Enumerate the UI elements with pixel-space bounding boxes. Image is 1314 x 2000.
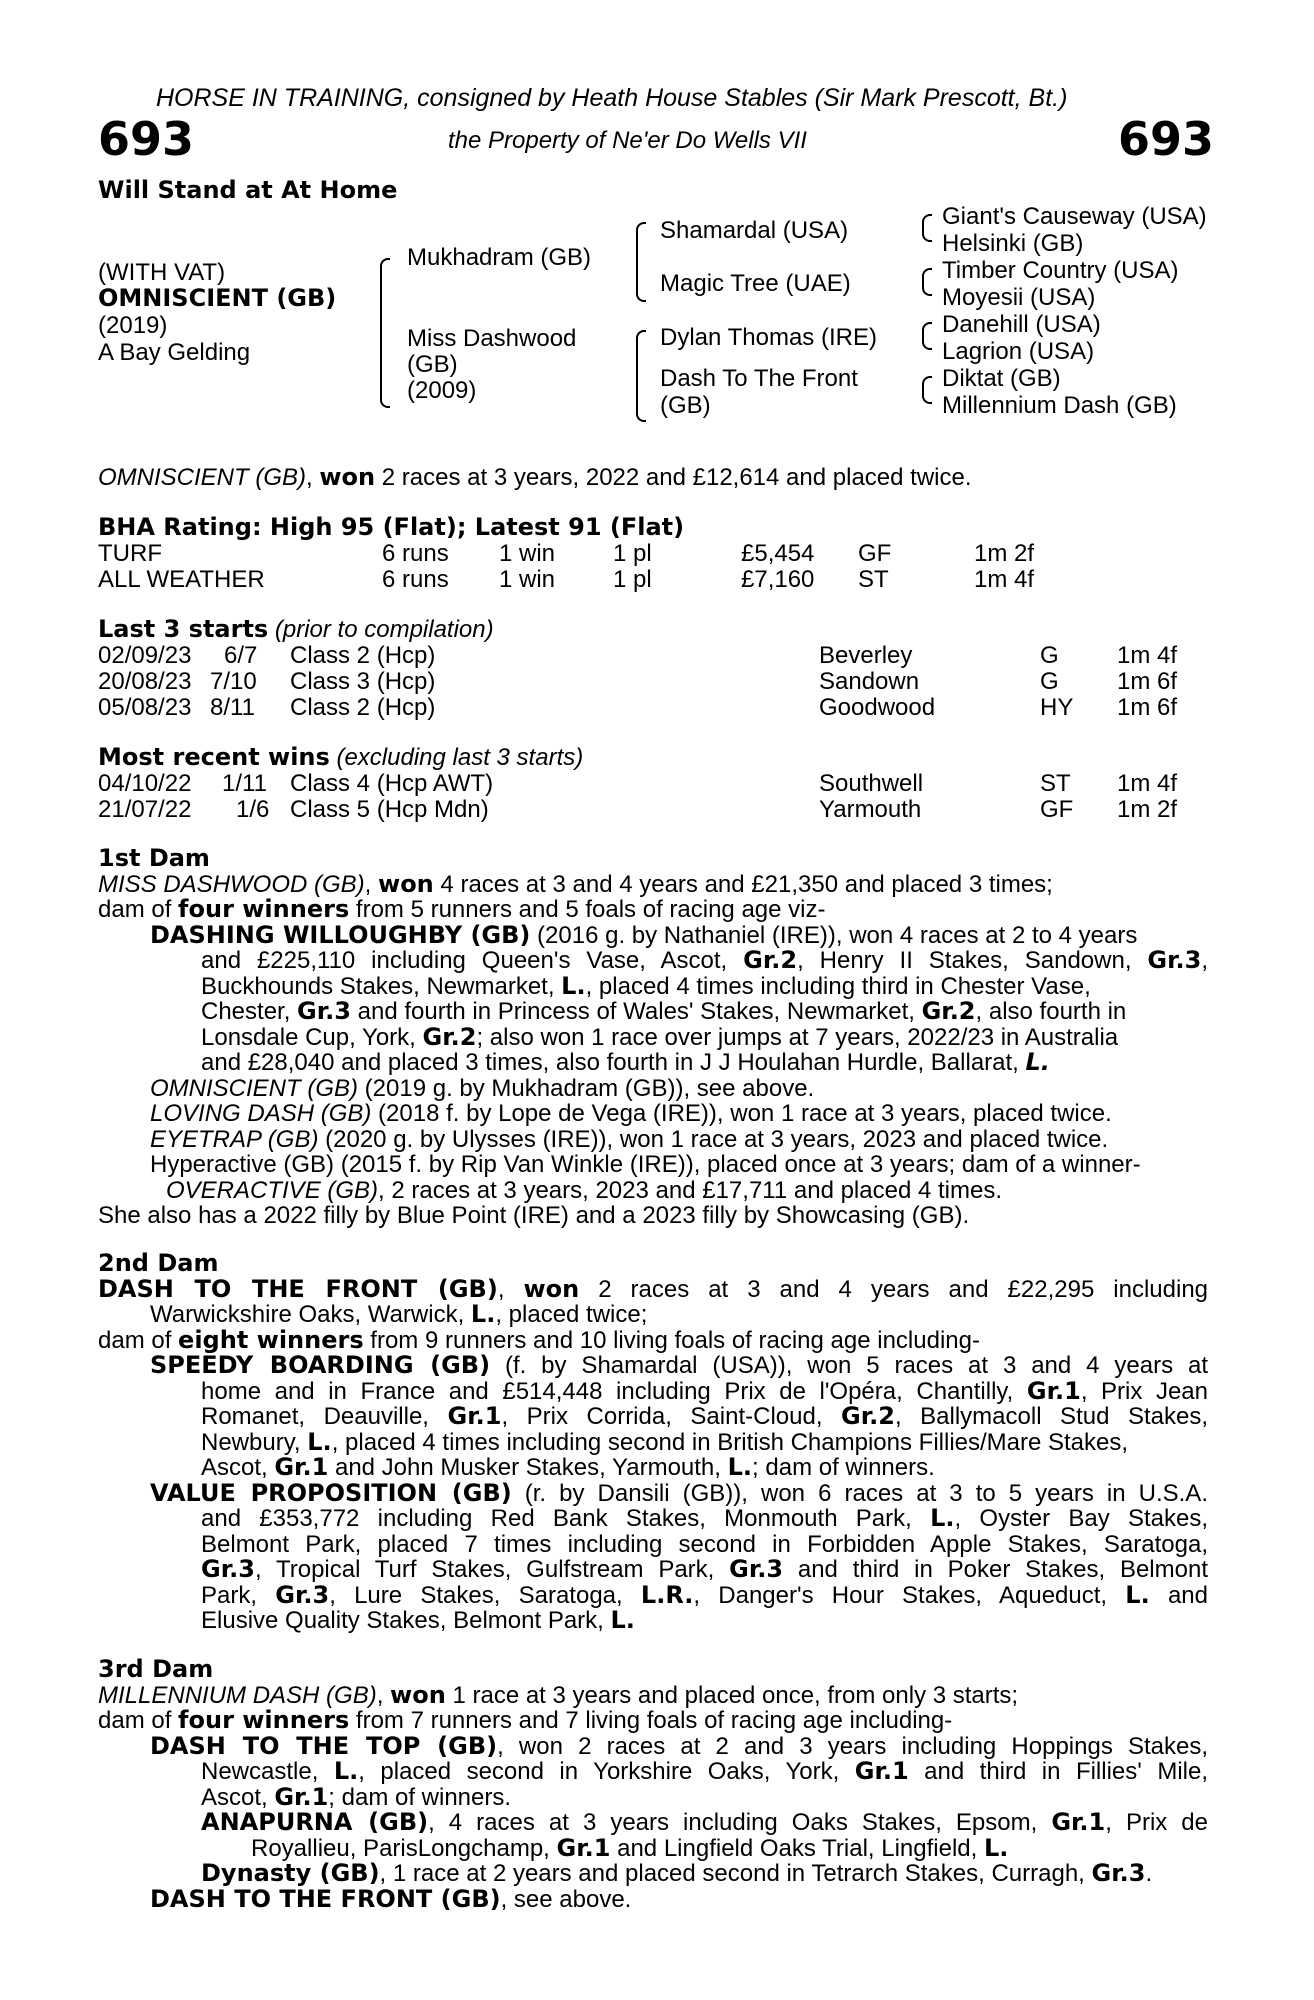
pedigree-dam-line2: (GB) (407, 351, 458, 378)
horse-name: OMNISCIENT (GB) (98, 284, 337, 312)
race-summary: OMNISCIENT (GB), won 2 races at 3 years, 2022 and £12,614 and placed twice. (98, 463, 972, 491)
second-dam-section (98, 1251, 1208, 1634)
produce-line: Newcastle, L., placed second in Yorkshire Oaks, York, Gr.1 and third in Fillies' Mile, (201, 1757, 1208, 1785)
produce-line: Chester, Gr.3 and fourth in Princess of Wales' Stakes, Newmarket, Gr.2, also fourth in (201, 997, 1127, 1025)
lot-number-right: 693 (1118, 112, 1215, 166)
pedigree-dam-dam-line1: Dash To The Front (660, 365, 858, 392)
pedigree-sire-sire: Shamardal (USA) (660, 217, 849, 244)
second-dam-line: Warwickshire Oaks, Warwick, L., placed twice; (150, 1300, 648, 1328)
pedigree-brace-3c (922, 322, 932, 350)
produce-line: Buckhounds Stakes, Newmarket, L., placed 4 times including third in Chester Vase, (201, 971, 1091, 1000)
produce-line: Ascot, Gr.1 and John Musker Stakes, Yarmouth, L.; dam of winners. (201, 1453, 935, 1481)
produce-line: home and in France and £514,448 including Prix de l'Opéra, Chantilly, Gr.1, Prix Jean (201, 1376, 1208, 1405)
pedigree-gg-5: Danehill (USA) (942, 311, 1101, 338)
produce-line: Ascot, Gr.1; dam of winners. (201, 1782, 512, 1811)
produce-line: VALUE PROPOSITION (GB) (r. by Dansili (GB)), won 6 races at 3 to 5 years in U.S.A. (150, 1478, 1208, 1507)
pedigree-dam-sire: Dylan Thomas (IRE) (660, 324, 877, 351)
pedigree-gg-8: Millennium Dash (GB) (942, 392, 1177, 419)
produce-line: DASH TO THE TOP (GB), won 2 races at 2 and 3 years including Hoppings Stakes, (150, 1731, 1208, 1760)
produce-line: LOVING DASH (GB) (2018 f. by Lope de Vega (IRE)), won 1 race at 3 years, placed twice. (150, 1100, 1112, 1127)
produce-line: EYETRAP (GB) (2020 g. by Ulysses (IRE)), won 1 race at 3 years, 2023 and placed twice. (150, 1125, 1109, 1153)
second-dam-line: DASH TO THE FRONT (GB), won 2 races at 3 and 4 years and £22,295 including (98, 1274, 1209, 1303)
first-dam-also: She also has a 2022 filly by Blue Point (IRE) and a 2023 filly by Showcasing (GB). (98, 1202, 970, 1229)
last3-title: Last 3 starts (prior to compilation) (98, 615, 494, 643)
vat-label: (WITH VAT) (98, 259, 226, 286)
produce-line: DASHING WILLOUGHBY (GB) (2016 g. by Nathaniel (IRE)), won 4 races at 2 to 4 years (150, 920, 1138, 949)
produce-line: and £225,110 including Queen's Vase, Ascot, Gr.2, Henry II Stakes, Sandown, Gr.3, (201, 946, 1208, 974)
produce-line: Newbury, L., placed 4 times including second in British Champions Fillies/Mare Stakes, (201, 1427, 1129, 1456)
third-dam-heading: 3rd Dam (98, 1655, 214, 1683)
stand-line: Will Stand at At Home (98, 176, 398, 204)
produce-line: SPEEDY BOARDING (GB) (f. by Shamardal (USA)), won 5 races at 3 and 4 years at (150, 1351, 1208, 1379)
pedigree-sire-dam: Magic Tree (UAE) (660, 270, 851, 297)
third-dam-line: dam of four winners from 7 runners and 7 living foals of racing age including- (98, 1706, 953, 1734)
pedigree-dam-line3: (2009) (407, 377, 477, 404)
produce-line: and £28,040 and placed 3 times, also fourth in J J Houlahan Hurdle, Ballarat, L. (201, 1048, 1050, 1076)
second-dam-heading: 2nd Dam (98, 1249, 219, 1277)
pedigree-gg-3: Timber Country (USA) (942, 257, 1179, 284)
first-dam-line: MISS DASHWOOD (GB), won 4 races at 3 and 4 years and £21,350 and placed 3 times; (98, 869, 1053, 898)
horse-year: (2019) (98, 312, 168, 339)
produce-line: and £353,772 including Red Bank Stakes, Monmouth Park, L., Oyster Bay Stakes, (201, 1504, 1208, 1532)
third-dam-section (98, 1657, 1208, 1912)
produce-line: Lonsdale Cup, York, Gr.2; also won 1 race over jumps at 7 years, 2022/23 in Australia (201, 1022, 1119, 1051)
produce-line: ANAPURNA (GB), 4 races at 3 years including Oaks Stakes, Epsom, Gr.1, Prix de (201, 1808, 1209, 1836)
produce-line: Park, Gr.3, Lure Stakes, Saratoga, L.R., Danger's Hour Stakes, Aqueduct, L. and (201, 1580, 1208, 1609)
recent-wins-title: Most recent wins (excluding last 3 starts) (98, 743, 584, 771)
property-line: the Property of Ne'er Do Wells VII (448, 127, 807, 154)
rating-title: BHA Rating: High 95 (Flat); Latest 91 (Flat) (98, 513, 685, 541)
horse-description: A Bay Gelding (98, 339, 251, 366)
first-dam-section (98, 846, 1208, 1229)
produce-line: Belmont Park, placed 7 times including second in Forbidden Apple Stakes, Saratoga, (201, 1530, 1208, 1558)
produce-line: Elusive Quality Stakes, Belmont Park, L. (201, 1606, 635, 1634)
pedigree-brace-3b (922, 268, 932, 296)
produce-line: Royallieu, ParisLongchamp, Gr.1 and Lingfield Oaks Trial, Lingfield, L. (251, 1833, 1009, 1862)
pedigree-gg-4: Moyesii (USA) (942, 284, 1096, 311)
produce-line: Gr.3, Tropical Turf Stakes, Gulfstream Park, Gr.3 and third in Poker Stakes, Belmont (201, 1555, 1208, 1583)
produce-line: Hyperactive (GB) (2015 f. by Rip Van Winkle (IRE)), placed once at 3 years; dam of a winner- (150, 1151, 1141, 1178)
pedigree-brace-3a (922, 214, 932, 242)
pedigree-brace-2a (636, 222, 646, 302)
pedigree-gg-2: Helsinki (GB) (942, 230, 1084, 257)
second-dam-line: dam of eight winners from 9 runners and 10 living foals of racing age including- (98, 1325, 980, 1354)
pedigree-brace-1 (380, 258, 390, 408)
third-dam-line: MILLENNIUM DASH (GB), won 1 race at 3 years and placed once, from only 3 starts; (98, 1680, 1019, 1709)
consignment-line: HORSE IN TRAINING, consigned by Heath House Stables (Sir Mark Prescott, Bt.) (156, 84, 1068, 112)
pedigree-dam-line1: Miss Dashwood (407, 325, 577, 352)
first-dam-heading: 1st Dam (98, 844, 210, 872)
produce-line: Romanet, Deauville, Gr.1, Prix Corrida, Saint-Cloud, Gr.2, Ballymacoll Stud Stakes, (201, 1402, 1209, 1430)
produce-line: DASH TO THE FRONT (GB), see above. (150, 1884, 632, 1913)
pedigree-brace-3d (922, 376, 932, 404)
pedigree-sire: Mukhadram (GB) (407, 244, 592, 271)
produce-line: OMNISCIENT (GB) (2019 g. by Mukhadram (GB)), see above. (150, 1074, 815, 1102)
pedigree-gg-6: Lagrion (USA) (942, 338, 1095, 365)
pedigree-gg-7: Diktat (GB) (942, 365, 1061, 392)
pedigree-gg-1: Giant's Causeway (USA) (942, 203, 1207, 230)
produce-line: OVERACTIVE (GB), 2 races at 3 years, 2023 and £17,711 and placed 4 times. (166, 1176, 1002, 1204)
pedigree-brace-2b (636, 330, 646, 422)
produce-line: Dynasty (GB), 1 race at 2 years and placed second in Tetrarch Stakes, Curragh, Gr.3. (201, 1859, 1153, 1887)
first-dam-line: dam of four winners from 5 runners and 5 foals of racing age viz- (98, 895, 826, 923)
pedigree-dam-dam-line2: (GB) (660, 392, 711, 419)
lot-number-left: 693 (98, 112, 195, 166)
